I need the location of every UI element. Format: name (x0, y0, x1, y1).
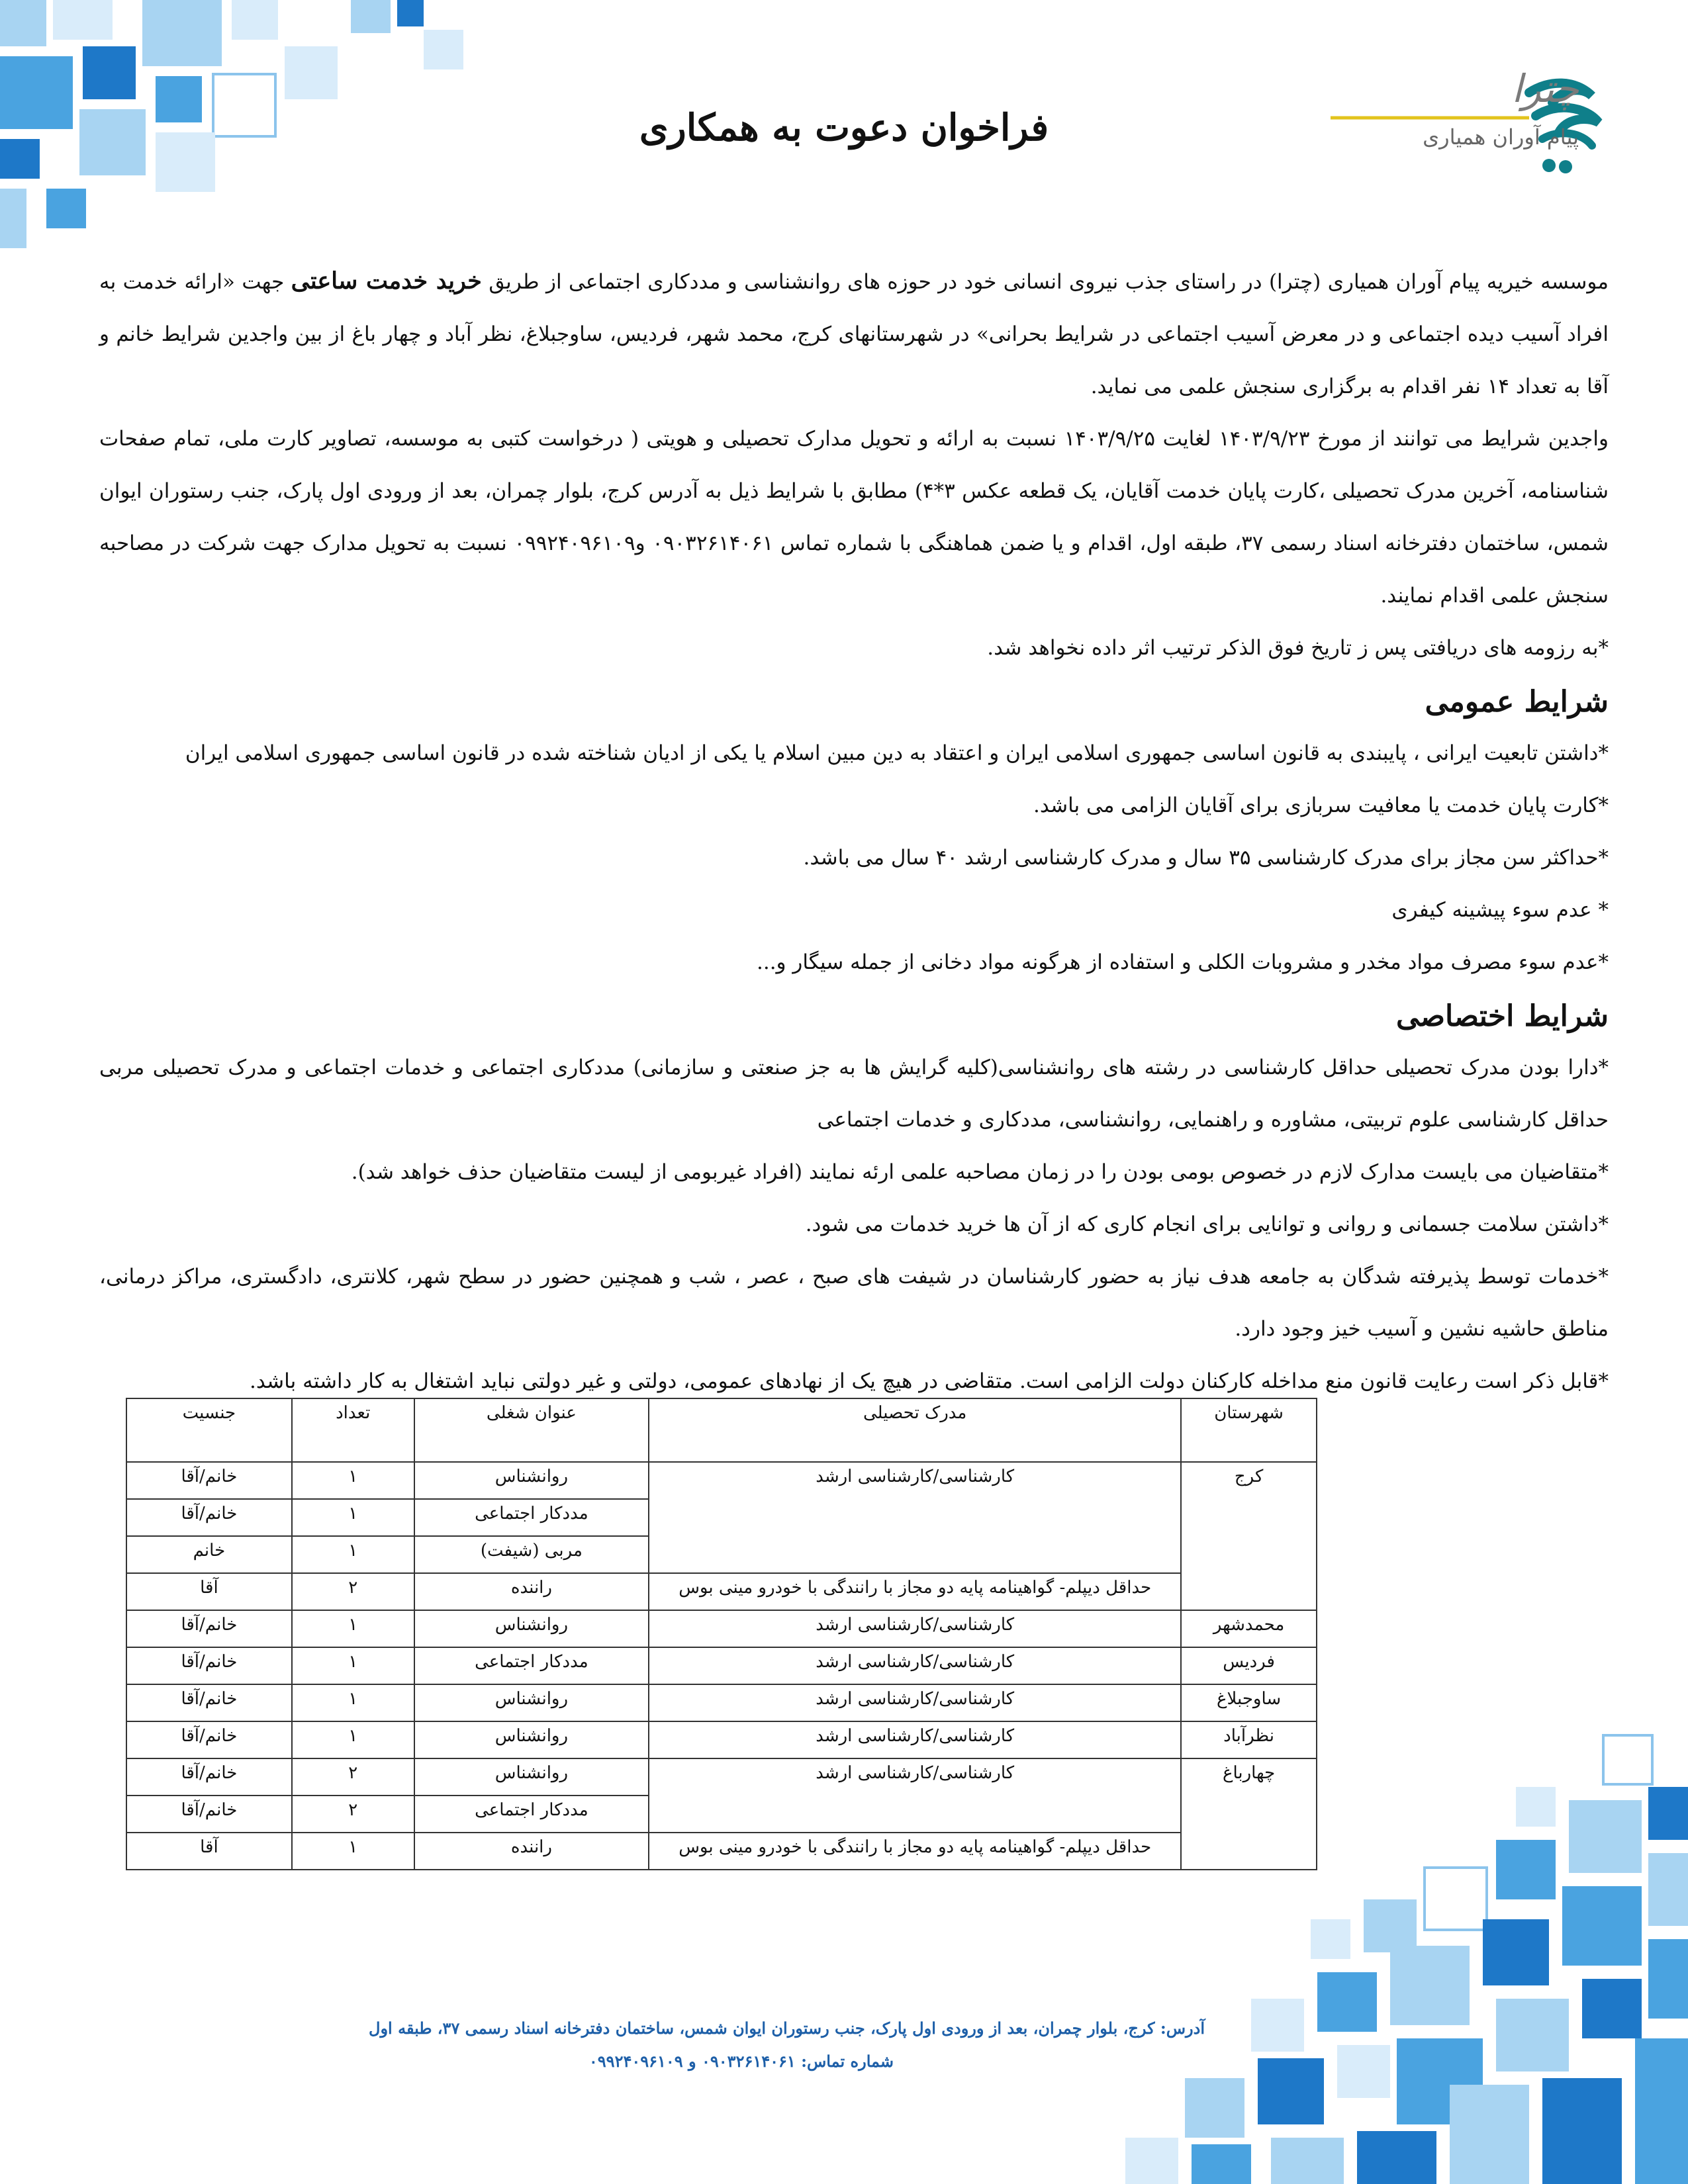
special-condition-item: *خدمات توسط پذیرفته شدگان به جامعه هدف نیاز به حضور کارشناسان در شیفت های صبح ، عصر ، شب و همچنین حضور در سطح شهر، کلانتری، دادگستری، مراکز درمانی، مناطق حاشیه نشین و آسیب خیز وجود دارد. (99, 1265, 1609, 1341)
job-cell: مددکار اجتماعی (414, 1796, 649, 1833)
gender-cell: خانم/آقا (126, 1610, 292, 1647)
city-cell: کرج (1181, 1462, 1317, 1610)
logo-subtitle: پیام آوران همیاری (1423, 124, 1579, 150)
count-cell: ۱ (292, 1684, 414, 1721)
general-condition-item: *داشتن تابعیت ایرانی ، پایبندی به قانون اساسی جمهوری اسلامی ایران و اعتقاد به دین مبین اسلام یا یکی از ادیان شناخته شده در قانون اساسی جمهوری اسلامی ایران (185, 741, 1609, 765)
job-cell: راننده (414, 1833, 649, 1870)
special-condition-item: *قابل ذکر است رعایت قانون منع مداخله کارکنان دولت الزامی است. متقاضی در هیچ یک از نهادهای عمومی، دولتی و غیر دولتی نباید اشتغال به کار داشته باشد. (250, 1369, 1609, 1393)
intro-note: *به رزومه های دریافتی پس ز تاریخ فوق الذکر ترتیب اثر داده نخواهد شد. (987, 636, 1609, 660)
header-gender: جنسیت (126, 1398, 292, 1462)
special-condition-item: *متقاضیان می بایست مدارک لازم در خصوص بومی بودن را در زمان مصاحبه علمی ارئه نمایند (افراد غیربومی از لیست متقاضیان حذف خواهد شد). (351, 1160, 1609, 1184)
special-condition-item: *دارا بودن مدرک تحصیلی حداقل کارشناسی در رشته های روانشناسی(کلیه گرایش ها به جز صنعتی و سازمانی) مددکاری اجتماعی و خدمات اجتماعی و مدرک تحصیلی مربی حداقل کارشناسی علوم تربیتی، مشاوره و راهنمایی، روانشناسی، مددکاری و خدمات اجتماعی (99, 1056, 1609, 1132)
intro-paragraph-2: واجدین شرایط می توانند از مورخ ۱۴۰۳/۹/۲۳ لغایت ۱۴۰۳/۹/۲۵ نسبت به ارائه و تحویل مدارک تحصیلی و هویتی ( درخواست کتبی به موسسه، تصاویر کارت ملی، تمام صفحات شناسنامه، آخرین مدرک تحصیلی ،کارت پایان خدمت آقایان، یک قطعه عکس ۳*۴) مطابق با شرایط ذیل به آدرس کرج، بلوار چمران، بعد از ورودی اول پارک، جنب رستوران ایوان شمس، ساختمان دفترخانه اسناد رسمی ۳۷، طبقه اول، اقدام و یا ضمن هماهنگی با شماره تماس ۰۹۰۳۲۶۱۴۰۶۱ و۰۹۹۲۴۰۹۶۱۰۹ نسبت به تحویل مدارک جهت شرکت در مصاحبه سنجش علمی اقدام نمایند. (99, 427, 1609, 608)
degree-cell: کارشناسی/کارشناسی ارشد (649, 1684, 1181, 1721)
gender-cell: خانم/آقا (126, 1721, 292, 1758)
job-cell: روانشناس (414, 1758, 649, 1796)
intro-emphasis: خرید خدمت ساعتی (291, 267, 482, 295)
count-cell: ۱ (292, 1833, 414, 1870)
degree-cell: حداقل دیپلم- گواهینامه پایه دو مجاز با رانندگی با خودرو مینی بوس (649, 1573, 1181, 1610)
footer-address: آدرس: کرج، بلوار چمران، بعد از ورودی اول پارک، جنب رستوران ایوان شمس، ساختمان دفترخانه اسناد رسمی ۳۷، طبقه اول (369, 2019, 1205, 2038)
footer-phone: شماره تماس: ۰۹۰۳۲۶۱۴۰۶۱ و ۰۹۹۲۴۰۹۶۱۰۹ (588, 2052, 894, 2071)
gender-cell: خانم/آقا (126, 1758, 292, 1796)
header-city: شهرستان (1181, 1398, 1317, 1462)
gender-cell: خانم/آقا (126, 1647, 292, 1684)
table-row (126, 1684, 1317, 1721)
city-cell: چهارباغ (1181, 1758, 1317, 1870)
table-row (126, 1721, 1317, 1758)
degree-cell: کارشناسی/کارشناسی ارشد (649, 1758, 1181, 1833)
degree-cell: کارشناسی/کارشناسی ارشد (649, 1721, 1181, 1758)
job-cell: مددکار اجتماعی (414, 1647, 649, 1684)
header-job-title: عنوان شغلی (414, 1398, 649, 1462)
job-cell: روانشناس (414, 1462, 649, 1499)
gender-cell: آقا (126, 1573, 292, 1610)
job-cell: مربی (شیفت) (414, 1536, 649, 1573)
city-cell: نظرآباد (1181, 1721, 1317, 1758)
intro-paragraph-1: موسسه خیریه پیام آوران همیاری (چترا) در راستای جذب نیروی انسانی خود در حوزه های روانشناسی و مددکاری اجتماعی از طریق خرید خدمت ساعتی جهت «ارائه خدمت به افراد آسیب دیده اجتماعی و در معرض آسیب اجتماعی در شرایط بحرانی» در شهرستانهای کرج، محمد شهر، فردیس، ساوجبلاغ، نظر آباد و چهار باغ از بین واجدین شرایط خانم و آقا به تعداد ۱۴ نفر اقدام به برگزاری سنجش علمی می نماید. (99, 267, 1609, 398)
count-cell: ۱ (292, 1610, 414, 1647)
gender-cell: آقا (126, 1833, 292, 1870)
count-cell: ۱ (292, 1536, 414, 1573)
main-content (99, 255, 1609, 1408)
general-condition-item: *حداکثر سن مجاز برای مدرک کارشناسی ۳۵ سال و مدرک کارشناسی ارشد ۴۰ سال می باشد. (803, 846, 1609, 870)
gender-cell: خانم/آقا (126, 1462, 292, 1499)
job-cell: روانشناس (414, 1721, 649, 1758)
count-cell: ۲ (292, 1796, 414, 1833)
general-condition-item: *عدم سوء مصرف مواد مخدر و مشروبات الکلی و استفاده از هرگونه مواد دخانی از جمله سیگار و... (756, 950, 1609, 974)
count-cell: ۲ (292, 1573, 414, 1610)
degree-cell: کارشناسی/کارشناسی ارشد (649, 1462, 1181, 1573)
job-cell: راننده (414, 1573, 649, 1610)
table-row (126, 1573, 1317, 1610)
count-cell: ۱ (292, 1721, 414, 1758)
count-cell: ۱ (292, 1462, 414, 1499)
page-title: فراخوان دعوت به همکاری (639, 106, 1049, 150)
table-row (126, 1647, 1317, 1684)
logo-name: چترا (1511, 66, 1579, 111)
count-cell: ۱ (292, 1647, 414, 1684)
general-condition-item: * عدم سوء پیشینه کیفری (1391, 898, 1609, 922)
city-cell: محمدشهر (1181, 1610, 1317, 1647)
table-header-row (126, 1398, 1317, 1462)
special-conditions-heading: شرایط اختصاصی (1396, 999, 1609, 1033)
table-row (126, 1833, 1317, 1870)
gender-cell: خانم/آقا (126, 1796, 292, 1833)
count-cell: ۱ (292, 1499, 414, 1536)
gender-cell: خانم/آقا (126, 1499, 292, 1536)
header-degree: مدرک تحصیلی (649, 1398, 1181, 1462)
degree-cell: کارشناسی/کارشناسی ارشد (649, 1647, 1181, 1684)
gender-cell: خانم/آقا (126, 1684, 292, 1721)
header-count: تعداد (292, 1398, 414, 1462)
general-conditions-heading: شرایط عمومی (1425, 685, 1609, 719)
degree-cell: حداقل دیپلم- گواهینامه پایه دو مجاز با رانندگی با خودرو مینی بوس (649, 1833, 1181, 1870)
job-cell: مددکار اجتماعی (414, 1499, 649, 1536)
table-row (126, 1758, 1317, 1796)
table-row (126, 1610, 1317, 1647)
count-cell: ۲ (292, 1758, 414, 1796)
table-row (126, 1462, 1317, 1499)
job-cell: روانشناس (414, 1684, 649, 1721)
footer (113, 2012, 1205, 2078)
special-condition-item: *داشتن سلامت جسمانی و روانی و توانایی برای انجام کاری که از آن ها خرید خدمات می شود. (805, 1212, 1609, 1236)
city-cell: ساوجبلاغ (1181, 1684, 1317, 1721)
general-condition-item: *کارت پایان خدمت یا معافیت سربازی برای آقایان الزامی می باشد. (1033, 794, 1609, 817)
job-cell: روانشناس (414, 1610, 649, 1647)
positions-table (126, 1398, 1317, 1870)
city-cell: فردیس (1181, 1647, 1317, 1684)
degree-cell: کارشناسی/کارشناسی ارشد (649, 1610, 1181, 1647)
gender-cell: خانم (126, 1536, 292, 1573)
